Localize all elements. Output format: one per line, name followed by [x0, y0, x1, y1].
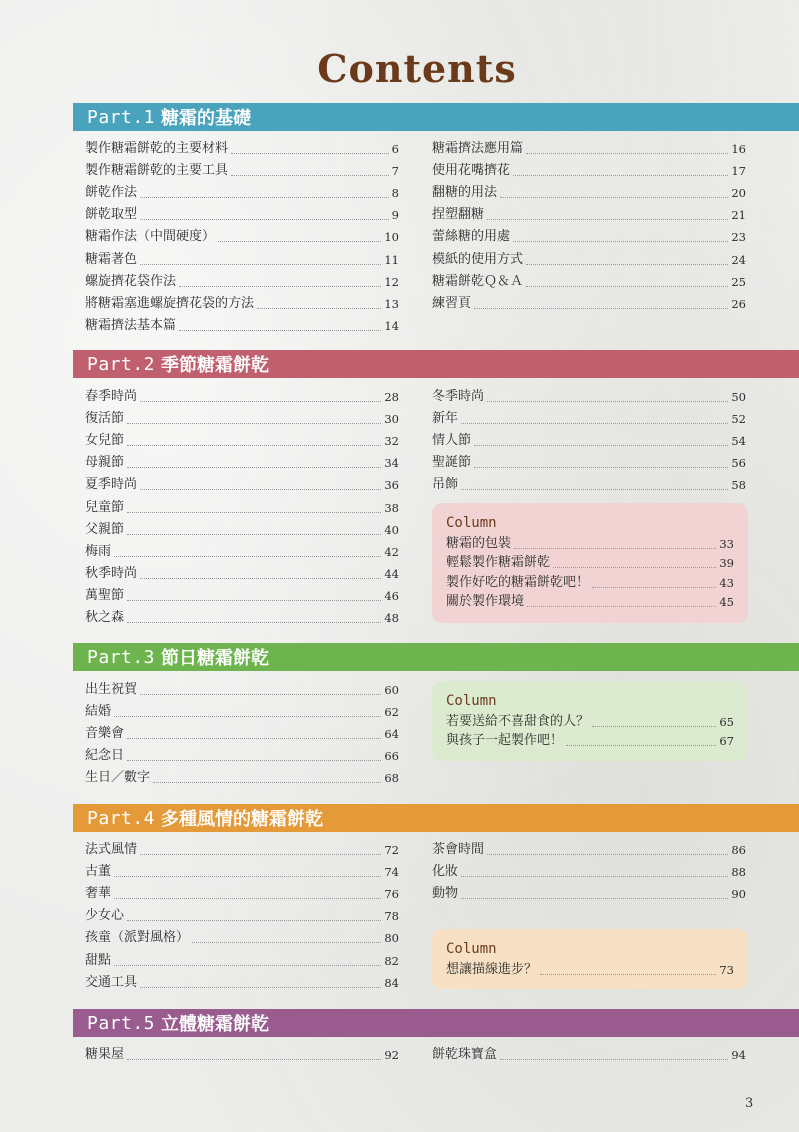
- toc-entry[interactable]: [446, 572, 734, 592]
- toc-entry-page: 11: [384, 252, 399, 267]
- dot-leader: [140, 987, 381, 988]
- column-title: Column: [446, 693, 497, 709]
- toc-entry-label: 餅乾珠寶盒: [432, 1047, 498, 1063]
- toc-entry[interactable]: [85, 224, 399, 246]
- toc-entry-label: 冬季時尚: [432, 389, 485, 405]
- dot-leader: [474, 308, 728, 309]
- dot-leader: [231, 153, 389, 154]
- toc-entry-label: 情人節: [432, 433, 472, 449]
- dot-leader: [461, 898, 728, 899]
- dot-leader: [127, 600, 381, 601]
- toc-entry-label: 紀念日: [85, 748, 125, 764]
- toc-entry-label: 糖霜餅乾Ｑ＆Ａ: [432, 273, 524, 289]
- toc-entry[interactable]: [85, 837, 399, 859]
- toc-entry[interactable]: [432, 269, 746, 291]
- section-header-part3[interactable]: [73, 643, 799, 671]
- toc-entry-label: 翻糖的用法: [432, 185, 498, 201]
- dot-leader: [127, 423, 381, 424]
- toc-list-part1-left: [85, 136, 399, 335]
- toc-entry-label: 秋季時尚: [85, 565, 138, 581]
- toc-entry[interactable]: [85, 291, 399, 313]
- toc-entry-label: 糖霜著色: [85, 251, 138, 267]
- dot-leader: [127, 534, 381, 535]
- toc-list-part2-left: [85, 384, 399, 627]
- toc-entry-page: 52: [731, 412, 746, 427]
- dot-leader: [140, 401, 381, 402]
- part-number: Part.2: [87, 353, 156, 375]
- dot-leader: [140, 264, 381, 265]
- toc-entry-page: 25: [731, 274, 746, 289]
- dot-leader: [513, 175, 728, 176]
- dot-leader: [500, 197, 728, 198]
- dot-leader: [566, 745, 716, 746]
- dot-leader: [592, 587, 716, 588]
- toc-entry[interactable]: [85, 384, 399, 406]
- toc-entry[interactable]: [85, 881, 399, 903]
- dot-leader: [527, 606, 716, 607]
- toc-entry[interactable]: [432, 1042, 746, 1064]
- toc-entry[interactable]: [85, 517, 399, 539]
- part-number: Part.5: [87, 1012, 156, 1034]
- dot-leader: [114, 965, 381, 966]
- section-header-part5[interactable]: [73, 1009, 799, 1037]
- toc-entry-label: 製作糖霜餅乾的主要工具: [85, 163, 229, 179]
- toc-entry-page: 8: [391, 186, 399, 201]
- dot-leader: [140, 197, 389, 198]
- toc-entry-label: 孩童（派對風格）: [85, 930, 190, 946]
- toc-entry[interactable]: [85, 406, 399, 428]
- toc-entry-label: 將糖霜塞進螺旋擠花袋的方法: [85, 295, 255, 311]
- section-title: 節日糖霜餅乾: [161, 648, 270, 669]
- dot-leader: [114, 556, 381, 557]
- toc-entry-page: 33: [719, 536, 734, 551]
- toc-entry-page: 60: [384, 683, 399, 698]
- section-title: 多種風情的糖霜餅乾: [161, 809, 324, 830]
- dot-leader: [526, 153, 728, 154]
- toc-entry[interactable]: [432, 472, 746, 494]
- dot-leader: [592, 726, 716, 727]
- dot-leader: [526, 264, 728, 265]
- column-box-part3: [432, 681, 748, 761]
- toc-entry[interactable]: [85, 743, 399, 765]
- toc-entry-label: 使用花嘴擠花: [432, 163, 511, 179]
- dot-leader: [487, 219, 728, 220]
- toc-entry[interactable]: [85, 313, 399, 335]
- toc-entry-page: 82: [384, 953, 399, 968]
- toc-entry-label: 秋之森: [85, 610, 125, 626]
- toc-entry[interactable]: [446, 592, 734, 612]
- dot-leader: [540, 974, 716, 975]
- toc-entry[interactable]: [432, 837, 746, 859]
- toc-entry[interactable]: [85, 970, 399, 992]
- toc-entry-page: 26: [731, 296, 746, 311]
- toc-entry-page: 7: [391, 164, 399, 179]
- section-header-part1[interactable]: [73, 103, 799, 131]
- dot-leader: [114, 898, 381, 899]
- dot-leader: [474, 445, 728, 446]
- toc-entry-page: 36: [384, 478, 399, 493]
- toc-list-part4-right: [432, 837, 746, 903]
- toc-entry-page: 84: [384, 975, 399, 990]
- toc-entry-page: 46: [384, 588, 399, 603]
- toc-entry-label: 關於製作環境: [446, 594, 525, 609]
- dot-leader: [140, 489, 381, 490]
- toc-entry-page: 86: [731, 843, 746, 858]
- toc-entry-label: 茶會時間: [432, 842, 485, 858]
- dot-leader: [553, 567, 716, 568]
- toc-entry-label: 餅乾作法: [85, 185, 138, 201]
- toc-entry-page: 20: [731, 186, 746, 201]
- dot-leader: [487, 401, 728, 402]
- toc-entry-page: 16: [731, 142, 746, 157]
- toc-list-part2-right: [432, 384, 746, 494]
- toc-entry[interactable]: [85, 583, 399, 605]
- page-number: 3: [745, 1096, 754, 1111]
- section-title: 糖霜的基礎: [161, 108, 252, 129]
- toc-entry-page: 40: [384, 522, 399, 537]
- toc-entry[interactable]: [85, 765, 399, 787]
- toc-entry-page: 65: [719, 714, 734, 729]
- dot-leader: [474, 467, 728, 468]
- toc-entry-page: 90: [731, 887, 746, 902]
- column-box-part2: [432, 503, 748, 623]
- toc-entry-page: 24: [731, 252, 746, 267]
- toc-entry-label: 音樂會: [85, 726, 125, 742]
- toc-entry-label: 化妝: [432, 864, 459, 880]
- toc-entry-page: 32: [384, 434, 399, 449]
- toc-entry[interactable]: [85, 428, 399, 450]
- toc-entry-label: 模紙的使用方式: [432, 251, 524, 267]
- dot-leader: [127, 512, 381, 513]
- toc-entry-label: 捏塑翻糖: [432, 207, 485, 223]
- toc-entry-page: 56: [731, 456, 746, 471]
- toc-entry-page: 74: [384, 865, 399, 880]
- toc-entry[interactable]: [85, 494, 399, 516]
- toc-entry-label: 奢華: [85, 886, 112, 902]
- toc-entry-label: 輕鬆製作糖霜餅乾: [446, 555, 551, 570]
- part-number: Part.1: [87, 106, 156, 128]
- toc-entry-page: 94: [731, 1048, 746, 1063]
- toc-entry[interactable]: [432, 224, 746, 246]
- toc-entry-label: 糖果屋: [85, 1047, 125, 1063]
- dot-leader: [127, 445, 381, 446]
- toc-list-part5-left: [85, 1042, 399, 1064]
- toc-entry-page: 34: [384, 456, 399, 471]
- toc-entry[interactable]: [85, 903, 399, 925]
- dot-leader: [127, 467, 381, 468]
- toc-entry[interactable]: [85, 1042, 399, 1064]
- dot-leader: [140, 578, 381, 579]
- toc-entry-label: 交通工具: [85, 974, 138, 990]
- dot-leader: [127, 920, 381, 921]
- toc-entry[interactable]: [432, 180, 746, 202]
- dot-leader: [461, 876, 728, 877]
- toc-entry-page: 17: [731, 164, 746, 179]
- toc-entry[interactable]: [85, 859, 399, 881]
- section-title: 立體糖霜餅乾: [161, 1014, 270, 1035]
- dot-leader: [114, 876, 381, 877]
- column-list: [446, 959, 734, 979]
- toc-entry-page: 28: [384, 390, 399, 405]
- toc-entry[interactable]: [85, 472, 399, 494]
- toc-entry-page: 68: [384, 771, 399, 786]
- toc-entry[interactable]: [432, 246, 746, 268]
- toc-entry[interactable]: [446, 533, 734, 553]
- toc-entry-page: 50: [731, 390, 746, 405]
- dot-leader: [179, 286, 381, 287]
- toc-entry-label: 父親節: [85, 521, 125, 537]
- toc-entry-page: 42: [384, 544, 399, 559]
- toc-entry-label: 與孩子一起製作吧！: [446, 733, 564, 748]
- dot-leader: [127, 760, 381, 761]
- column-title: Column: [446, 515, 497, 531]
- dot-leader: [231, 175, 389, 176]
- dot-leader: [513, 241, 728, 242]
- dot-leader: [461, 423, 728, 424]
- toc-entry[interactable]: [432, 881, 746, 903]
- toc-entry[interactable]: [85, 677, 399, 699]
- toc-entry-label: 糖霜擠法基本篇: [85, 317, 177, 333]
- part-number: Part.3: [87, 646, 156, 668]
- toc-entry[interactable]: [432, 136, 746, 158]
- toc-entry-label: 生日／數字: [85, 770, 151, 786]
- toc-entry[interactable]: [446, 731, 734, 751]
- toc-entry[interactable]: [446, 711, 734, 731]
- dot-leader: [257, 308, 381, 309]
- section-header-part4[interactable]: [73, 804, 799, 832]
- toc-entry-label: 古董: [85, 864, 112, 880]
- toc-entry[interactable]: [432, 384, 746, 406]
- toc-entry-label: 梅雨: [85, 543, 112, 559]
- toc-list-part4-left: [85, 837, 399, 992]
- toc-entry-label: 甜點: [85, 952, 112, 968]
- toc-entry[interactable]: [85, 605, 399, 627]
- toc-entry-label: 餅乾取型: [85, 207, 138, 223]
- toc-entry[interactable]: [446, 959, 734, 979]
- toc-entry-page: 45: [719, 595, 734, 609]
- toc-entry-label: 糖霜作法（中間硬度）: [85, 229, 216, 245]
- toc-entry-page: 54: [731, 434, 746, 449]
- toc-entry-label: 出生祝賀: [85, 682, 138, 698]
- toc-entry[interactable]: [85, 158, 399, 180]
- toc-entry-page: 66: [384, 749, 399, 764]
- toc-entry-label: 製作糖霜餅乾的主要材料: [85, 141, 229, 157]
- toc-entry[interactable]: [85, 450, 399, 472]
- column-box-part4: [432, 929, 748, 989]
- toc-entry-label: 法式風情: [85, 842, 138, 858]
- toc-entry-page: 88: [731, 865, 746, 880]
- toc-entry[interactable]: [85, 539, 399, 561]
- toc-entry-page: 43: [719, 575, 734, 590]
- toc-entry-page: 80: [384, 931, 399, 946]
- toc-entry[interactable]: [85, 136, 399, 158]
- toc-entry[interactable]: [432, 291, 746, 313]
- toc-entry[interactable]: [85, 699, 399, 721]
- toc-entry-label: 糖霜的包裝: [446, 535, 512, 551]
- toc-entry-label: 若要送給不喜甜食的人？: [446, 713, 590, 729]
- toc-list-part1-right: [432, 136, 746, 313]
- toc-entry[interactable]: [85, 561, 399, 583]
- toc-entry[interactable]: [432, 158, 746, 180]
- toc-entry-page: 62: [384, 705, 399, 720]
- dot-leader: [192, 942, 381, 943]
- toc-entry[interactable]: [85, 202, 399, 224]
- toc-entry-page: 6: [391, 142, 399, 157]
- dot-leader: [514, 548, 716, 549]
- toc-entry[interactable]: [85, 947, 399, 969]
- toc-entry-page: 13: [384, 296, 399, 311]
- toc-entry[interactable]: [432, 406, 746, 428]
- column-list: [446, 533, 734, 611]
- toc-entry-page: 30: [384, 412, 399, 427]
- toc-entry-page: 92: [384, 1048, 399, 1063]
- toc-entry[interactable]: [446, 553, 734, 573]
- section-title: 季節糖霜餅乾: [161, 355, 270, 376]
- toc-entry-label: 少女心: [85, 908, 125, 924]
- column-title: Column: [446, 941, 497, 957]
- dot-leader: [153, 782, 381, 783]
- dot-leader: [127, 738, 381, 739]
- toc-entry-page: 48: [384, 611, 399, 626]
- toc-entry-page: 73: [719, 962, 734, 977]
- toc-entry[interactable]: [432, 202, 746, 224]
- toc-entry-page: 78: [384, 909, 399, 924]
- dot-leader: [114, 716, 381, 717]
- toc-entry-page: 58: [731, 478, 746, 493]
- section-header-part2[interactable]: [73, 350, 799, 378]
- page-title: Contents: [317, 46, 517, 91]
- dot-leader: [140, 694, 381, 695]
- toc-entry-label: 蕾絲糖的用處: [432, 229, 511, 245]
- dot-leader: [127, 1059, 381, 1060]
- toc-entry-page: 39: [719, 556, 734, 570]
- toc-entry-label: 製作好吃的糖霜餅乾吧！: [446, 574, 590, 590]
- toc-entry-label: 螺旋擠花袋作法: [85, 273, 177, 289]
- toc-entry-label: 母親節: [85, 455, 125, 471]
- dot-leader: [218, 241, 381, 242]
- dot-leader: [140, 854, 381, 855]
- toc-entry-page: 21: [731, 208, 746, 223]
- dot-leader: [500, 1059, 728, 1060]
- toc-entry-label: 夏季時尚: [85, 477, 138, 493]
- toc-entry-page: 76: [384, 887, 399, 902]
- toc-entry-page: 12: [384, 274, 399, 289]
- toc-entry[interactable]: [432, 859, 746, 881]
- toc-entry-label: 萬聖節: [85, 587, 125, 603]
- toc-list-part5-right: [432, 1042, 746, 1064]
- toc-entry-label: 結婚: [85, 704, 112, 720]
- toc-entry-page: 44: [384, 566, 399, 581]
- toc-entry-label: 想讓描線進步？: [446, 961, 538, 977]
- toc-entry-page: 38: [384, 500, 399, 515]
- toc-entry[interactable]: [432, 428, 746, 450]
- toc-entry-label: 練習頁: [432, 295, 472, 311]
- toc-entry[interactable]: [85, 246, 399, 268]
- toc-entry-label: 吊飾: [432, 477, 459, 493]
- dot-leader: [526, 286, 728, 287]
- toc-entry-page: 14: [384, 318, 399, 333]
- toc-entry[interactable]: [432, 450, 746, 472]
- dot-leader: [461, 489, 728, 490]
- toc-entry-page: 67: [719, 734, 734, 748]
- toc-entry-label: 聖誕節: [432, 455, 472, 471]
- toc-entry-label: 糖霜擠法應用篇: [432, 141, 524, 157]
- dot-leader: [140, 219, 389, 220]
- dot-leader: [179, 330, 381, 331]
- toc-entry-label: 新年: [432, 411, 459, 427]
- dot-leader: [487, 854, 728, 855]
- part-number: Part.4: [87, 807, 156, 829]
- toc-entry-page: 9: [391, 208, 399, 223]
- toc-entry-page: 23: [731, 230, 746, 245]
- toc-entry-label: 復活節: [85, 411, 125, 427]
- column-list: [446, 711, 734, 750]
- toc-entry-label: 動物: [432, 886, 459, 902]
- toc-entry[interactable]: [85, 925, 399, 947]
- toc-entry-page: 64: [384, 727, 399, 742]
- toc-entry[interactable]: [85, 721, 399, 743]
- toc-entry[interactable]: [85, 180, 399, 202]
- dot-leader: [127, 622, 381, 623]
- toc-entry-label: 春季時尚: [85, 389, 138, 405]
- toc-entry[interactable]: [85, 269, 399, 291]
- toc-entry-page: 72: [384, 843, 399, 858]
- toc-list-part3-left: [85, 677, 399, 787]
- toc-entry-label: 女兒節: [85, 433, 125, 449]
- toc-entry-page: 10: [384, 230, 399, 245]
- toc-entry-label: 兒童節: [85, 499, 125, 515]
